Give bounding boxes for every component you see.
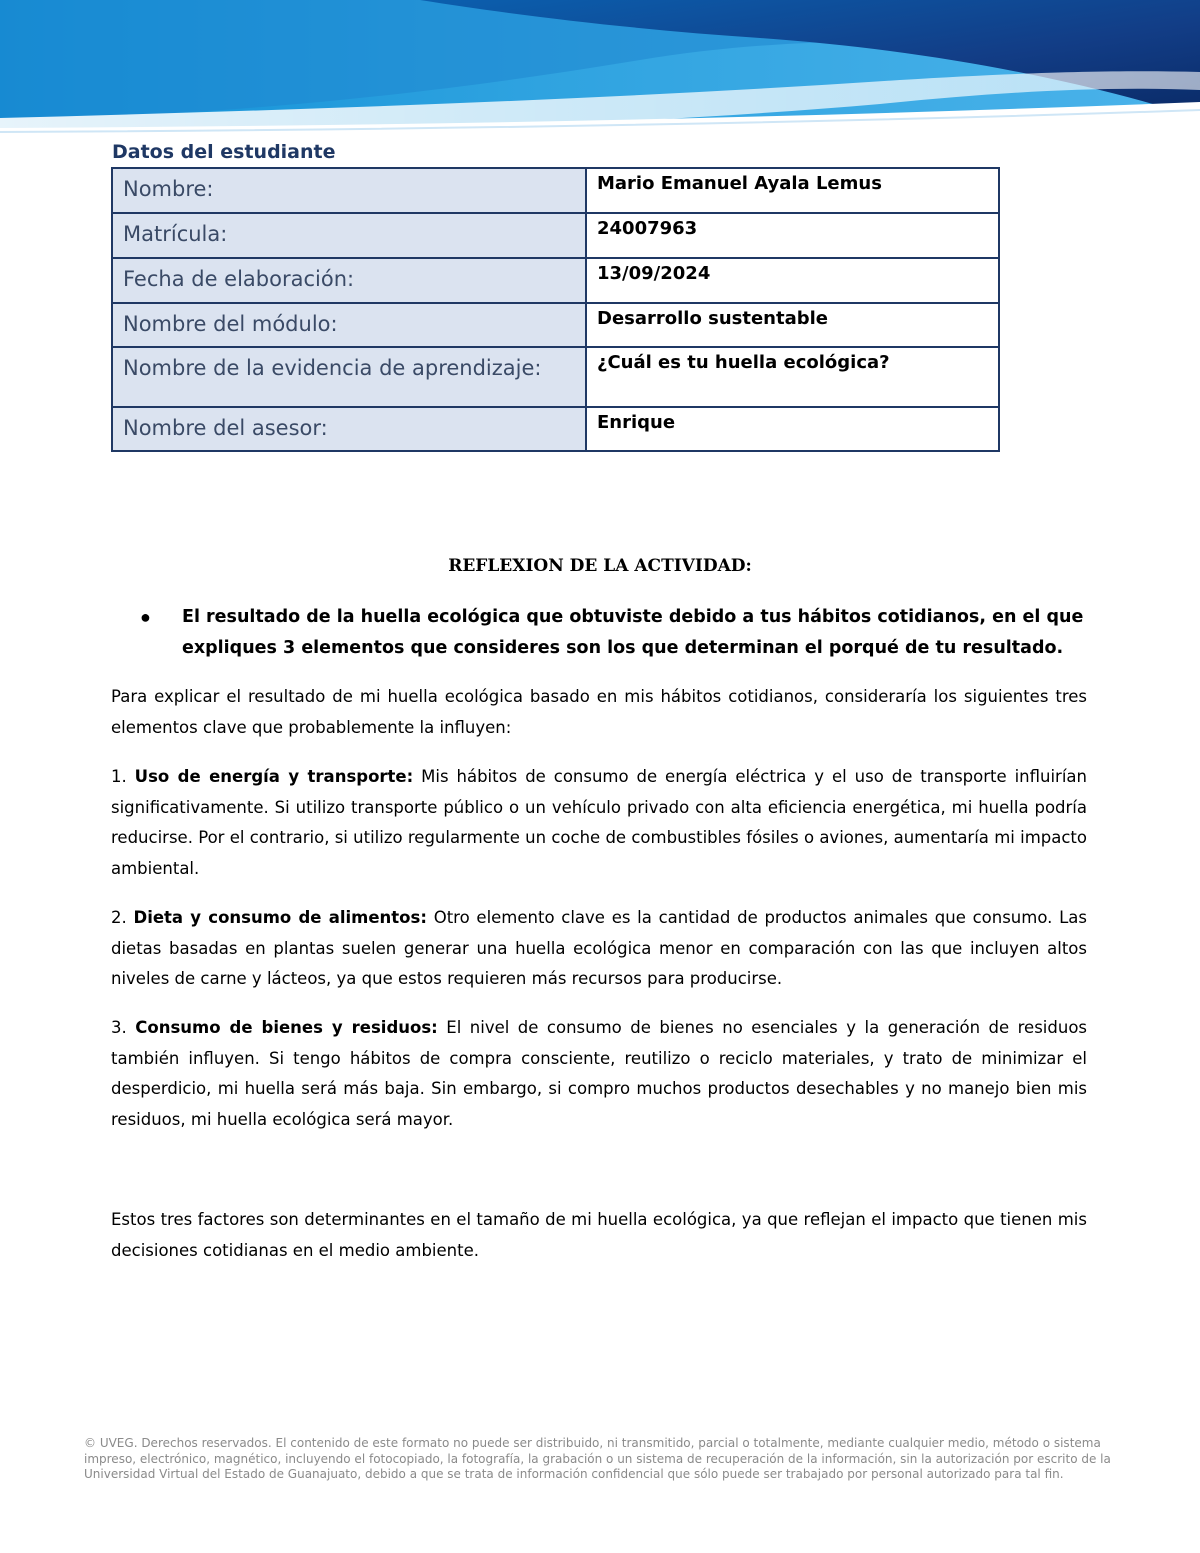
student-data-title: Datos del estudiante bbox=[112, 141, 336, 163]
row-value-asesor: Enrique bbox=[586, 407, 999, 451]
table-row bbox=[112, 168, 999, 213]
point-text: El nivel de consumo de bienes no esenciales y la generación de residuos también influyen. Si tengo hábitos de compra consciente, reutilizo o reciclo materiales, y trato de minimizar el desperdicio, mi huella será más baja. Sin embargo, si compro muchos productos desechables y no manejo bien mis residuos, mi huella ecológica será mayor. bbox=[111, 1018, 1088, 1129]
table-row bbox=[112, 258, 999, 303]
conclusion-paragraph: Estos tres factores son determinantes en el tamaño de mi huella ecológica, ya que reflejan el impacto que tienen mis decisiones cotidianas en el medio ambiente. bbox=[111, 1210, 1087, 1260]
row-label-evidencia: Nombre de la evidencia de aprendizaje: bbox=[112, 347, 586, 407]
table-row bbox=[112, 303, 999, 347]
point-paragraph-1 bbox=[111, 762, 1087, 884]
table-row bbox=[112, 213, 999, 258]
header-banner bbox=[0, 0, 1200, 148]
row-value-fecha: 13/09/2024 bbox=[586, 258, 999, 303]
row-label-asesor: Nombre del asesor: bbox=[112, 407, 586, 451]
row-value-modulo: Desarrollo sustentable bbox=[586, 303, 999, 347]
point-title: Consumo de bienes y residuos: bbox=[135, 1018, 438, 1037]
header-wave-graphic bbox=[0, 0, 1200, 148]
row-label-fecha: Fecha de elaboración: bbox=[112, 258, 586, 303]
table-row bbox=[112, 347, 999, 407]
intro-paragraph: Para explicar el resultado de mi huella ecológica basado en mis hábitos cotidianos, consideraría los siguientes tres elementos clave que probablemente la influyen: bbox=[111, 687, 1087, 737]
row-label-modulo: Nombre del módulo: bbox=[112, 303, 586, 347]
copyright-footer: © UVEG. Derechos reservados. El contenido de este formato no puede ser distribuido, ni transmitido, parcial o totalmente, mediante cualquier medio, método o sistema impreso, electrónico, magnético, incluyendo el fotocopiado, la fotografía, la grabación o un sistema de recuperación de la información, sin la autorización por escrito de la Universidad Virtual del Estado de Guanajuato, debido a que se trata de información confidencial que sólo puede ser trabajado por personal autorizado para tal fin. bbox=[84, 1436, 1111, 1481]
bullet-icon: ● bbox=[140, 607, 151, 627]
prompt-bullet-text: El resultado de la huella ecológica que obtuviste debido a tus hábitos cotidianos, en el que expliques 3 elementos que consideres son los que determinan el porqué de tu resultado. bbox=[182, 607, 1084, 658]
point-text: Otro elemento clave es la cantidad de productos animales que consumo. Las dietas basadas en plantas suelen generar una huella ecológica menor en comparación con las que incluyen altos niveles de carne y lácteos, ya que estos requieren más recursos para producirse. bbox=[111, 908, 1088, 988]
row-value-nombre: Mario Emanuel Ayala Lemus bbox=[586, 168, 999, 213]
row-label-nombre: Nombre: bbox=[112, 168, 586, 213]
point-paragraph-3 bbox=[111, 1013, 1087, 1135]
point-title: Uso de energía y transporte: bbox=[134, 767, 414, 786]
point-number: 3. bbox=[111, 1018, 127, 1037]
point-number: 2. bbox=[111, 908, 127, 927]
row-value-evidencia: ¿Cuál es tu huella ecológica? bbox=[586, 347, 999, 407]
point-number: 1. bbox=[111, 767, 127, 786]
row-value-matricula: 24007963 bbox=[586, 213, 999, 258]
reflection-heading: REFLEXION DE LA ACTIVIDAD: bbox=[448, 556, 752, 576]
point-title: Dieta y consumo de alimentos: bbox=[133, 908, 427, 927]
table-row bbox=[112, 407, 999, 451]
row-label-matricula: Matrícula: bbox=[112, 213, 586, 258]
point-paragraph-2 bbox=[111, 903, 1087, 995]
student-data-table bbox=[111, 167, 1000, 452]
point-text: Mis hábitos de consumo de energía eléctrica y el uso de transporte influirían significativamente. Si utilizo transporte público o un vehículo privado con alta eficiencia energética, mi huella podría reducirse. Por el contrario, si utilizo regularmente un coche de combustibles fósiles o aviones, aumentaría mi impacto ambiental. bbox=[111, 767, 1087, 878]
